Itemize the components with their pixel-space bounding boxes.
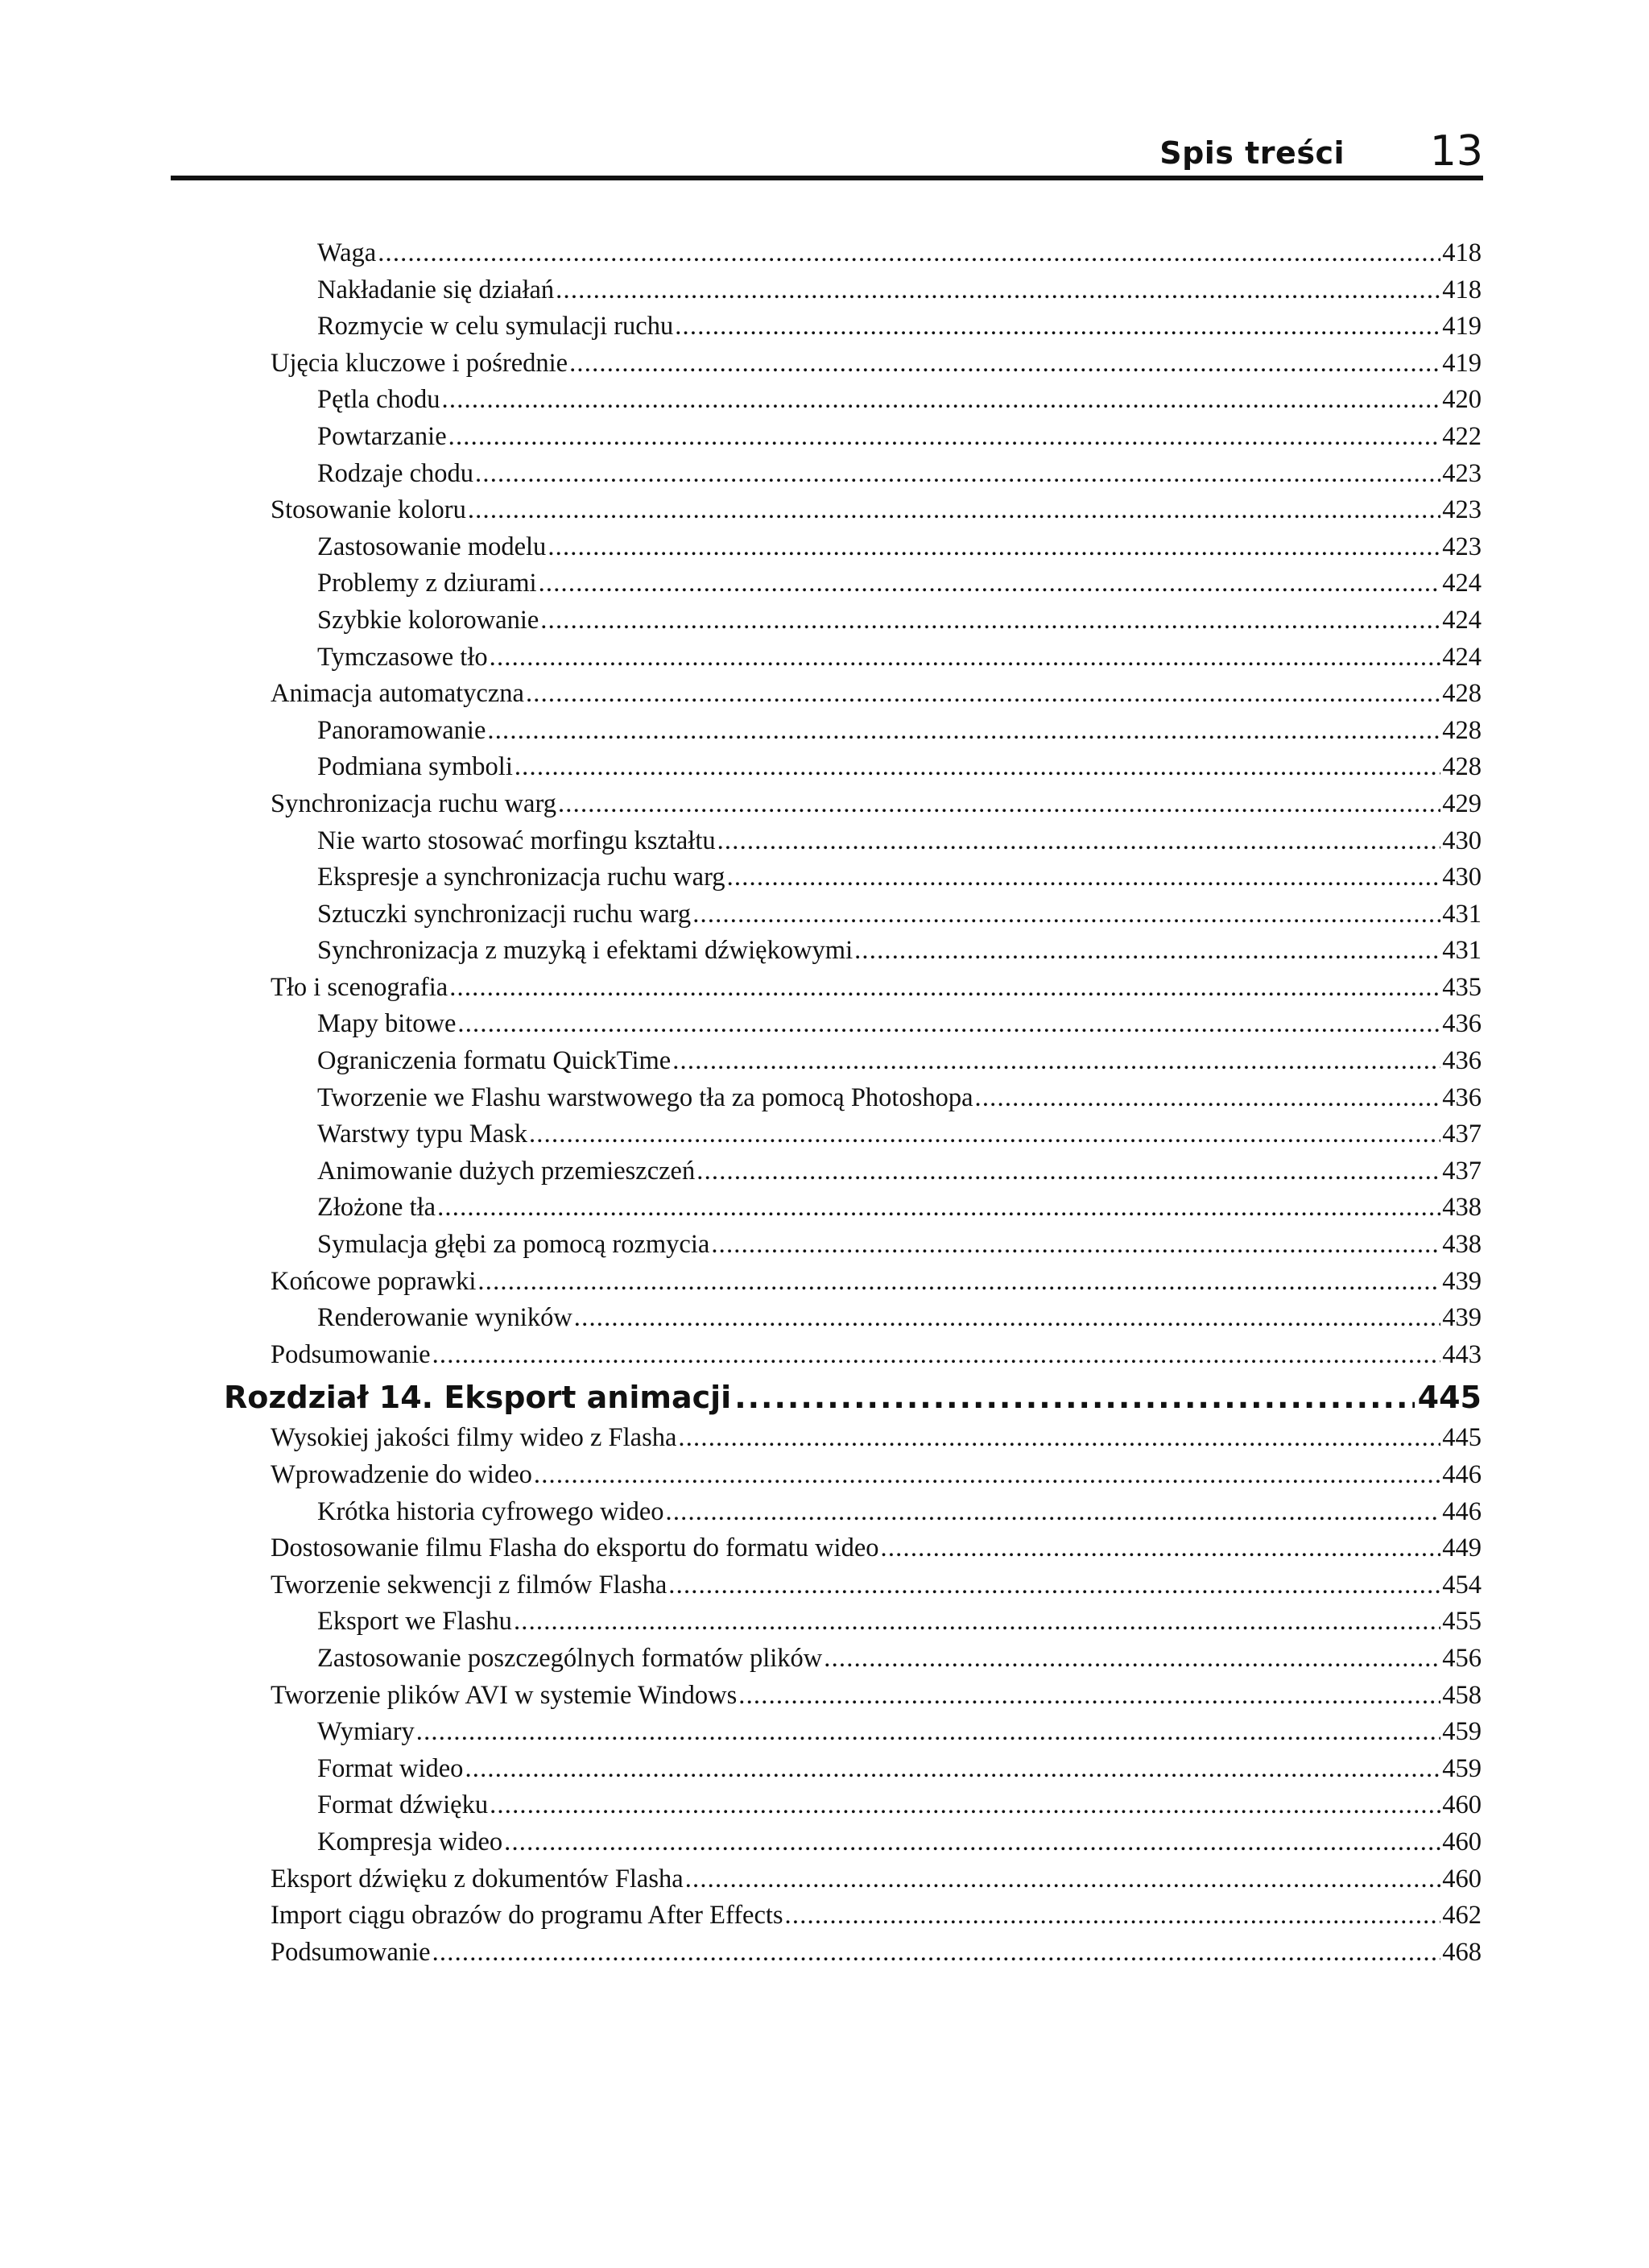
toc-entry-title: Rozmycie w celu symulacji ruchu (317, 312, 674, 341)
toc-entry (0, 492, 1482, 529)
toc-entry-page-number: 420 (1442, 385, 1482, 415)
dot-leader (490, 639, 1441, 677)
toc-entry (0, 565, 1482, 602)
toc-entry-title: Sztuczki synchronizacji ruchu warg (317, 899, 692, 929)
toc-entry-title: Warstwy typu Mask (317, 1120, 527, 1149)
toc-entry-page-number: 455 (1442, 1607, 1482, 1637)
toc-entry (0, 1678, 1482, 1715)
dot-leader (548, 529, 1440, 566)
toc-entry (0, 1567, 1482, 1604)
toc-entry-page-number: 446 (1442, 1496, 1482, 1526)
toc-entry (0, 1043, 1482, 1080)
toc-entry-title: Krótka historia cyfrowego wideo (317, 1496, 664, 1526)
toc-entry-page-number: 460 (1442, 1827, 1482, 1856)
toc-entry-page-number: 436 (1442, 1009, 1482, 1039)
toc-entry-title: Ekspresje a synchronizacja ruchu warg (317, 863, 725, 892)
toc-entry-page-number: 428 (1442, 752, 1482, 782)
dot-leader (442, 382, 1441, 419)
dot-leader (558, 786, 1440, 823)
toc-entry-title: Import ciągu obrazów do programu After Effects (271, 1901, 783, 1931)
toc-entry-page-number: 445 (1442, 1423, 1482, 1453)
toc-entry-title: Złożone tła (317, 1193, 436, 1223)
toc-entry-page-number: 446 (1442, 1460, 1482, 1489)
toc-entry-page-number: 449 (1442, 1533, 1482, 1563)
toc-entry (0, 1153, 1482, 1190)
toc-entry-page-number: 439 (1442, 1266, 1482, 1296)
dot-leader (457, 1006, 1440, 1043)
toc-entry (0, 1935, 1482, 1972)
chapter-page-number: 445 (1417, 1380, 1482, 1416)
toc-entry-title: Rodzaje chodu (317, 458, 474, 488)
toc-entry-title: Animowanie dużych przemieszczeń (317, 1156, 696, 1186)
dot-leader (569, 346, 1440, 383)
dot-leader (432, 1935, 1441, 1972)
toc-entry-page-number: 428 (1442, 679, 1482, 709)
dot-leader (432, 1337, 1441, 1374)
toc-entry-page-number: 430 (1442, 863, 1482, 892)
toc-entry (0, 859, 1482, 896)
running-head-page-number: 13 (1429, 127, 1483, 176)
toc-entry-title: Animacja automatyczna (271, 679, 524, 709)
toc-section-part1 (0, 235, 1649, 1373)
dot-leader (448, 419, 1441, 456)
toc-entry-title: Renderowanie wyników (317, 1303, 572, 1333)
dot-leader (540, 602, 1440, 639)
toc-entry (0, 272, 1482, 309)
toc-entry-page-number: 418 (1442, 238, 1482, 267)
dot-leader (378, 235, 1440, 272)
toc-entry (0, 1641, 1482, 1678)
toc-entry-title: Nakładanie się działań (317, 275, 555, 304)
dot-leader (487, 713, 1440, 750)
toc-entry (0, 529, 1482, 566)
toc-entry (0, 1494, 1482, 1531)
toc-entry-page-number: 468 (1442, 1937, 1482, 1967)
toc-entry (0, 749, 1482, 786)
toc-entry (0, 1861, 1482, 1898)
toc-entry-page-number: 460 (1442, 1790, 1482, 1820)
dot-leader (824, 1641, 1440, 1678)
toc-entry (0, 456, 1482, 493)
dot-leader (734, 1375, 1414, 1420)
dot-leader (534, 1457, 1440, 1494)
toc-entry-page-number: 423 (1442, 495, 1482, 525)
toc-entry-page-number: 459 (1442, 1753, 1482, 1783)
dot-leader (881, 1530, 1441, 1567)
toc-entry (0, 602, 1482, 639)
toc-entry-page-number: 430 (1442, 826, 1482, 855)
toc-entry-page-number: 422 (1442, 421, 1482, 451)
toc-entry-title: Tworzenie sekwencji z filmów Flasha (271, 1570, 667, 1600)
toc-entry (0, 346, 1482, 383)
toc-entry (0, 639, 1482, 677)
toc-entry-page-number: 459 (1442, 1717, 1482, 1747)
toc-entry (0, 676, 1482, 713)
toc-entry (0, 1751, 1482, 1788)
dot-leader (490, 1787, 1440, 1824)
dot-leader (437, 1190, 1440, 1227)
toc-entry-title: Wprowadzenie do wideo (271, 1460, 532, 1489)
toc-entry (0, 382, 1482, 419)
toc-entry (0, 933, 1482, 970)
dot-leader (539, 565, 1441, 602)
toc-entry-title: Powtarzanie (317, 421, 447, 451)
toc-entry (0, 713, 1482, 750)
toc-entry-title: Tymczasowe tło (317, 642, 488, 672)
dot-leader (717, 823, 1441, 860)
toc-entry-page-number: 419 (1442, 312, 1482, 341)
toc-entry-title: Eksport dźwięku z dokumentów Flasha (271, 1864, 684, 1893)
toc-entry (0, 1530, 1482, 1567)
running-head-section-title: Spis treści (1159, 135, 1345, 171)
toc-entry (0, 1898, 1482, 1935)
dot-leader (468, 492, 1440, 529)
toc-entry-page-number: 438 (1442, 1230, 1482, 1260)
toc-entry-title: Problemy z dziurami (317, 569, 537, 598)
toc-entry (0, 1420, 1482, 1457)
toc-entry-title: Podmiana symboli (317, 752, 513, 782)
dot-leader (854, 933, 1440, 970)
toc-entry-page-number: 462 (1442, 1901, 1482, 1931)
dot-leader (696, 1153, 1440, 1190)
toc-entry-title: Mapy bitowe (317, 1009, 457, 1039)
dot-leader (514, 1604, 1440, 1641)
toc-entry-page-number: 431 (1442, 899, 1482, 929)
toc-entry-title: Synchronizacja z muzyką i efektami dźwiękowymi (317, 936, 853, 966)
toc-entry (0, 1190, 1482, 1227)
toc-entry-title: Zastosowanie poszczególnych formatów plików (317, 1643, 823, 1673)
toc-entry-title: Szybkie kolorowanie (317, 605, 539, 635)
toc-entry (0, 1227, 1482, 1264)
toc-entry (0, 786, 1482, 823)
toc-entry-title: Pętla chodu (317, 385, 440, 415)
dot-leader (556, 272, 1440, 309)
toc-entry-title: Eksport we Flashu (317, 1607, 512, 1637)
toc-entry-page-number: 443 (1442, 1339, 1482, 1369)
dot-leader (526, 676, 1440, 713)
dot-leader (727, 859, 1441, 896)
header-rule (171, 176, 1483, 180)
toc-entry (0, 1264, 1482, 1301)
chapter-entry (0, 1375, 1482, 1420)
dot-leader (529, 1116, 1440, 1153)
toc-entry (0, 1006, 1482, 1043)
toc-entry-page-number: 418 (1442, 275, 1482, 304)
dot-leader (515, 749, 1440, 786)
table-of-contents (0, 235, 1649, 1971)
toc-section-part2 (0, 1420, 1649, 1971)
toc-entry-title: Panoramowanie (317, 715, 486, 745)
toc-entry (0, 1337, 1482, 1374)
toc-entry-title: Wymiary (317, 1717, 415, 1747)
toc-entry-title: Końcowe poprawki (271, 1266, 477, 1296)
toc-entry-page-number: 437 (1442, 1156, 1482, 1186)
toc-entry-title: Podsumowanie (271, 1937, 431, 1967)
dot-leader (574, 1300, 1440, 1337)
toc-entry-page-number: 436 (1442, 1082, 1482, 1112)
toc-entry (0, 235, 1482, 272)
toc-entry-page-number: 423 (1442, 458, 1482, 488)
toc-entry (0, 1457, 1482, 1494)
toc-entry-title: Dostosowanie filmu Flasha do eksportu do formatu wideo (271, 1533, 879, 1563)
dot-leader (465, 1751, 1440, 1788)
toc-entry-title: Ograniczenia formatu QuickTime (317, 1046, 672, 1076)
toc-entry-title: Waga (317, 238, 377, 267)
toc-entry-title: Wysokiej jakości filmy wideo z Flasha (271, 1423, 677, 1453)
dot-leader (668, 1567, 1440, 1604)
dot-leader (666, 1494, 1441, 1531)
toc-entry-title: Symulacja głębi za pomocą rozmycia (317, 1230, 710, 1260)
toc-entry-page-number: 429 (1442, 788, 1482, 818)
toc-entry-page-number: 436 (1442, 1046, 1482, 1076)
toc-entry (0, 970, 1482, 1007)
toc-entry (0, 1300, 1482, 1337)
toc-entry-title: Format wideo (317, 1753, 464, 1783)
toc-entry-title: Tworzenie plików AVI w systemie Windows (271, 1680, 738, 1710)
toc-entry-page-number: 424 (1442, 569, 1482, 598)
dot-leader (785, 1898, 1441, 1935)
toc-entry (0, 823, 1482, 860)
toc-entry (0, 419, 1482, 456)
toc-entry-page-number: 423 (1442, 532, 1482, 561)
dot-leader (975, 1080, 1441, 1117)
toc-entry-page-number: 424 (1442, 642, 1482, 672)
toc-entry-page-number: 437 (1442, 1120, 1482, 1149)
dot-leader (449, 970, 1440, 1007)
dot-leader (475, 456, 1440, 493)
dot-leader (738, 1678, 1440, 1715)
toc-entry (0, 1714, 1482, 1751)
dot-leader (504, 1824, 1440, 1861)
toc-entry-page-number: 431 (1442, 936, 1482, 966)
toc-entry-page-number: 458 (1442, 1680, 1482, 1710)
toc-entry-title: Stosowanie koloru (271, 495, 466, 525)
toc-entry-page-number: 419 (1442, 348, 1482, 378)
dot-leader (692, 896, 1440, 933)
toc-entry (0, 1787, 1482, 1824)
dot-leader (477, 1264, 1440, 1301)
dot-leader (416, 1714, 1440, 1751)
toc-entry-title: Tło i scenografia (271, 972, 448, 1002)
toc-entry-title: Zastosowanie modelu (317, 532, 547, 561)
toc-entry (0, 308, 1482, 346)
toc-entry-page-number: 460 (1442, 1864, 1482, 1893)
toc-entry-page-number: 456 (1442, 1643, 1482, 1673)
dot-leader (685, 1861, 1441, 1898)
toc-entry-title: Tworzenie we Flashu warstwowego tła za pomocą Photoshopa (317, 1082, 973, 1112)
toc-entry-title: Format dźwięku (317, 1790, 489, 1820)
toc-entry (0, 1116, 1482, 1153)
toc-entry (0, 1080, 1482, 1117)
toc-entry (0, 1604, 1482, 1641)
toc-entry-title: Podsumowanie (271, 1339, 431, 1369)
toc-entry-page-number: 454 (1442, 1570, 1482, 1600)
dot-leader (678, 1420, 1440, 1457)
dot-leader (675, 308, 1440, 346)
dot-leader (672, 1043, 1440, 1080)
toc-entry-title: Synchronizacja ruchu warg (271, 788, 556, 818)
toc-entry-page-number: 424 (1442, 605, 1482, 635)
running-head (171, 121, 1483, 179)
toc-entry-page-number: 435 (1442, 972, 1482, 1002)
toc-entry-title: Kompresja wideo (317, 1827, 503, 1856)
toc-entry-page-number: 439 (1442, 1303, 1482, 1333)
toc-entry-title: Ujęcia kluczowe i pośrednie (271, 348, 568, 378)
chapter-title: Rozdział 14. Eksport animacji (224, 1380, 732, 1416)
dot-leader (711, 1227, 1440, 1264)
toc-entry (0, 896, 1482, 933)
toc-entry-page-number: 438 (1442, 1193, 1482, 1223)
toc-entry-title: Nie warto stosować morfingu kształtu (317, 826, 716, 855)
toc-entry-page-number: 428 (1442, 715, 1482, 745)
toc-entry (0, 1824, 1482, 1861)
